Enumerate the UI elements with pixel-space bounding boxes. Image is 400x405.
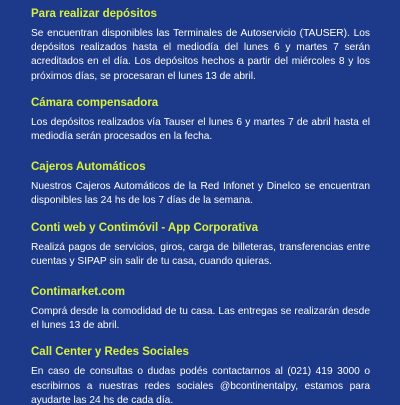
section-heading-clearing-house: Cámara compensadora	[31, 96, 159, 109]
section-text-deposits: Se encuentran disponibles las Terminales de Autoservicio (TAUSER). Los depósitos realizados hasta el mediodía del lunes 6 y martes 7 serán acreditados en el día. Los depósitos hechos a partir del miércoles 8 y los próximos días, se procesaran el lunes 13 de abril.	[31, 28, 370, 82]
section-heading-deposits: Para realizar depósitos	[31, 8, 157, 20]
section-clearing-house	[31, 96, 370, 144]
section-text-contimarket: Comprá desde la comodidad de tu casa. Las entregas se realizarán desde el lunes 13 de abril.	[31, 306, 370, 332]
section-text-atms: Nuestros Cajeros Automáticos de la Red Infonet y Dinelco se encuentran disponibles las 24 hs de los 7 días de la semana.	[31, 181, 370, 207]
section-call-center	[31, 345, 370, 405]
section-heading-call-center: Call Center y Redes Sociales	[31, 346, 189, 359]
section-conti-web	[31, 221, 370, 269]
section-deposits	[31, 7, 370, 84]
section-contimarket	[31, 285, 370, 333]
section-atms	[31, 160, 370, 208]
section-heading-contimarket: Contimarket.com	[31, 286, 125, 299]
section-text-call-center: En caso de consultas o dudas podés contactarnos al (021) 419 3000 o escribirnos a nuestras redes sociales @bcontinentalpy, estamos para ayudarte las 24 hs de cada día.	[31, 366, 370, 405]
section-text-conti-web: Realizá pagos de servicios, giros, carga de billeteras, transferencias entre cuentas y SIPAP sin salir de tu casa, cuando quieras.	[31, 241, 370, 267]
section-heading-conti-web: Conti web y Contimóvil - App Corporativa	[31, 221, 259, 234]
section-heading-atms: Cajeros Automáticos	[31, 161, 146, 174]
section-text-clearing-house: Los depósitos realizados vía Tauser el lunes 6 y martes 7 de abril hasta el mediodía serán procesados en la fecha.	[31, 116, 370, 143]
